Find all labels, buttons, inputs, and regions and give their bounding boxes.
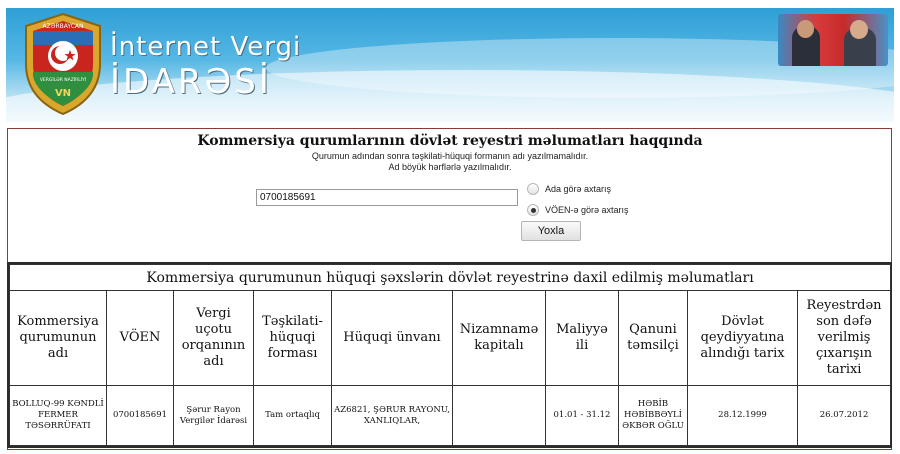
radio-label: Ada görə axtarış xyxy=(545,184,612,194)
radio-label: VÖEN-ə görə axtarış xyxy=(545,205,629,215)
cell-last-extract-date: 26.07.2012 xyxy=(798,386,891,446)
site-banner xyxy=(6,8,894,122)
cell-charter-capital xyxy=(453,386,546,446)
instruction-note: Qurumun adından sonra təşkilati-hüquqi formanın adı yazılmamalıdır. xyxy=(311,151,589,161)
cell-tax-office: Şərur Rayon Vergilər İdarəsi xyxy=(174,386,254,446)
column-header: Qanuni təmsilçi xyxy=(619,291,688,386)
cell-legal-address: AZ6821, ŞƏRUR RAYONU, XANLIQLAR, xyxy=(332,386,453,446)
emblem-ring-text: AZƏRBAYCAN xyxy=(42,23,84,30)
radio-search-by-voen[interactable] xyxy=(527,204,629,216)
ministry-emblem-logo[interactable] xyxy=(22,12,104,116)
person-head xyxy=(850,20,868,39)
radio-button-selected[interactable] xyxy=(527,204,539,216)
column-header: Təşkilati-hüquqi forması xyxy=(254,291,332,386)
cell-registration-date: 28.12.1999 xyxy=(688,386,798,446)
column-header: Reyestrdən son dəfə verilmiş çıxarışın tarixi xyxy=(798,291,891,386)
emblem-badge-text: VERGİLƏR NAZİRLİYİ xyxy=(39,78,87,83)
column-header: VÖEN xyxy=(107,291,174,386)
table-row xyxy=(10,386,891,446)
radio-button[interactable] xyxy=(527,183,539,195)
brand-title-line2: İDARƏSİ xyxy=(110,62,272,102)
column-header: Maliyyə ili xyxy=(546,291,619,386)
emblem-monogram: VN xyxy=(54,88,72,99)
table-caption: Kommersiya qurumunun hüquqi şəxslərin dövlət reyestrinə daxil edilmiş məlumatları xyxy=(10,265,891,291)
column-header: Hüquqi ünvanı xyxy=(332,291,453,386)
cell-fiscal-year: 01.01 - 31.12 xyxy=(546,386,619,446)
check-button[interactable]: Yoxla xyxy=(521,221,581,241)
page-title: Kommersiya qurumlarının dövlət reyestri məlumatları haqqında xyxy=(197,133,703,149)
person-head xyxy=(797,20,814,38)
cell-voen: 0700185691 xyxy=(107,386,174,446)
cell-company-name: BOLLUQ-99 KƏNDLİ FERMER TƏSƏRRÜFATI xyxy=(10,386,107,446)
column-header: Vergi uçotu orqanının adı xyxy=(174,291,254,386)
cell-legal-representative: HƏBİB HƏBİBBƏYLİ ƏKBƏR OĞLU xyxy=(619,386,688,446)
radio-search-by-name[interactable] xyxy=(527,183,611,195)
instruction-note: Ad böyük hərflərlə yazılmalıdır. xyxy=(388,162,512,172)
search-input[interactable] xyxy=(256,189,518,206)
results-table xyxy=(7,262,892,448)
brand-title-line1: İnternet Vergi xyxy=(110,32,302,62)
column-header: Dövlət qeydiyyatına alındığı tarix xyxy=(688,291,798,386)
cell-legal-form: Tam ortaqlıq xyxy=(254,386,332,446)
column-header: Nizamnamə kapitalı xyxy=(453,291,546,386)
column-header: Kommersiya qurumunun adı xyxy=(10,291,107,386)
officials-photo xyxy=(778,14,888,66)
